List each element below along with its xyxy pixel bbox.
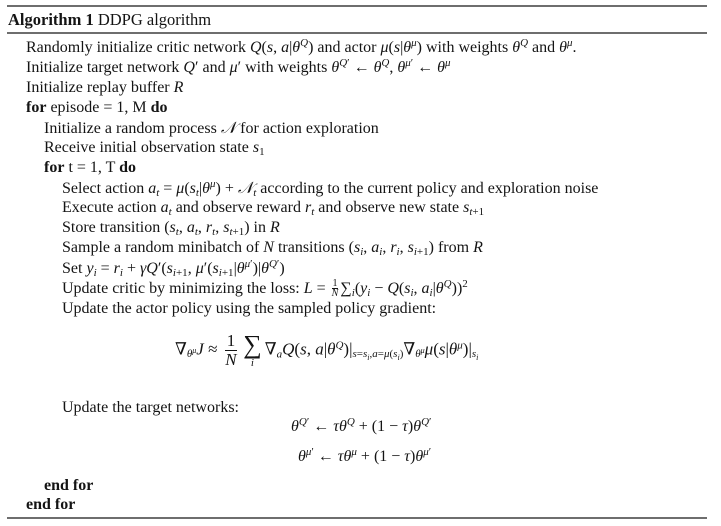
keyword-for: for xyxy=(44,159,65,176)
text: and xyxy=(528,39,560,56)
algorithm-label: Algorithm 1 xyxy=(8,10,94,29)
text: Update the actor policy using the sampled policy gradient: xyxy=(62,300,437,317)
line-end-for-inner: end for xyxy=(44,477,94,494)
text: according to the current policy and exploration noise xyxy=(256,180,599,197)
line-select-action: Select action $a_t = \mu(s_t|\theta^\mu)$ + 𝒩$_t$ according to the current policy and exploration noise xyxy=(62,178,599,199)
line-init-process: Initialize a random process 𝒩 for action exploration xyxy=(44,118,379,137)
text: and observe reward xyxy=(171,199,305,216)
line-update-critic: Update critic by minimizing the loss: L = $\frac{1}{N}$ $\sum_i(y_i - Q(s_i$, $a_i|\theta^Q))^2$ xyxy=(62,278,468,300)
keyword-do: do xyxy=(119,159,137,176)
bottom-rule xyxy=(7,517,707,519)
text: Receive initial observation state xyxy=(44,139,253,156)
line-init-critic-actor: Randomly initialize critic network Q(s, $a|\theta^Q$) and actor $\mu(s|\theta^\mu)$ with weights $\theta^Q$ and $\theta^\mu$. xyxy=(26,37,577,56)
keyword-do: do xyxy=(150,99,168,116)
algorithm-name: DDPG algorithm xyxy=(97,10,212,29)
text: with weights xyxy=(422,39,513,56)
text: Execute action xyxy=(62,199,161,216)
text: Initialize replay buffer xyxy=(26,79,174,96)
target-q-update-equation: $\theta^{Q'}$ ← $\tau\theta^Q + (1 - \tau)\theta^{Q'}$ xyxy=(291,416,432,435)
line-init-target: Initialize target network Q′ and μ′ with weights $\theta^{Q'}$ ← $\theta^Q$, $\theta^{\mu'}$ ← $\theta^\mu$ xyxy=(26,57,451,76)
target-mu-update-equation: $\theta^{\mu'}$ ← $\tau\theta^\mu + (1 - \tau)\theta^{\mu'}$ xyxy=(298,446,432,465)
text: Sample a random minibatch of xyxy=(62,239,264,256)
text: Update the target networks: xyxy=(62,399,239,416)
text: Randomly initialize critic network xyxy=(26,39,250,56)
text: from xyxy=(433,239,474,256)
line-receive-state: Receive initial observation state $s_1$ xyxy=(44,139,265,158)
line-init-buffer: Initialize replay buffer R xyxy=(26,79,184,96)
text: Update critic by minimizing the loss: xyxy=(62,280,304,297)
line-for-episode xyxy=(26,98,167,117)
t-range: t = 1, T xyxy=(64,159,120,176)
keyword-for: for xyxy=(26,99,47,116)
line-for-t xyxy=(44,158,136,177)
text: for action exploration xyxy=(236,120,379,137)
line-sample-minibatch: Sample a random minibatch of N transitions ($s_i$, $a_i$, $r_i$, $s_{i+1}$) from R xyxy=(62,239,483,258)
text: Store transition xyxy=(62,219,165,236)
text: Initialize a random process xyxy=(44,120,221,137)
text: Initialize target network xyxy=(26,59,184,76)
line-set-target: Set $y_i = r_i + \gamma Q'(s_{i+1}$, $\mu'(s_{i+1}|\theta^{\mu'})|\theta^{Q'}$) xyxy=(62,258,285,279)
text: transitions xyxy=(273,239,349,256)
text: and observe new state xyxy=(314,199,464,216)
line-execute-action: Execute action $a_t$ and observe reward $r_t$ and observe new state $s_{t+1}$ xyxy=(62,199,485,218)
text: Set xyxy=(62,260,87,277)
text: with weights xyxy=(241,59,332,76)
line-store-transition: Store transition ($s_t$, $a_t$, $r_t$, $s_{t+1}$) in R xyxy=(62,219,280,238)
top-rule xyxy=(7,5,707,7)
text: and actor xyxy=(313,39,381,56)
episode-range: episode = 1, M xyxy=(46,99,151,116)
title-rule xyxy=(7,32,707,34)
text: Select action xyxy=(62,180,149,197)
line-end-for-outer: end for xyxy=(26,496,76,513)
policy-gradient-equation: $\nabla_{\theta^\mu}J$ ≈ $\frac{1}{N}$ ∑ i $\nabla_aQ(s$, $a|\theta^Q)|_{s=s_i,a=\mu(s_i)}\nabla_{\theta^\mu}\mu(s|\theta^\mu)|_{s_i}$ xyxy=(175,329,479,369)
algorithm-title xyxy=(8,10,211,30)
line-update-actor xyxy=(62,299,436,318)
text: in xyxy=(249,219,270,236)
text: and xyxy=(198,59,230,76)
line-update-targets xyxy=(62,398,239,417)
